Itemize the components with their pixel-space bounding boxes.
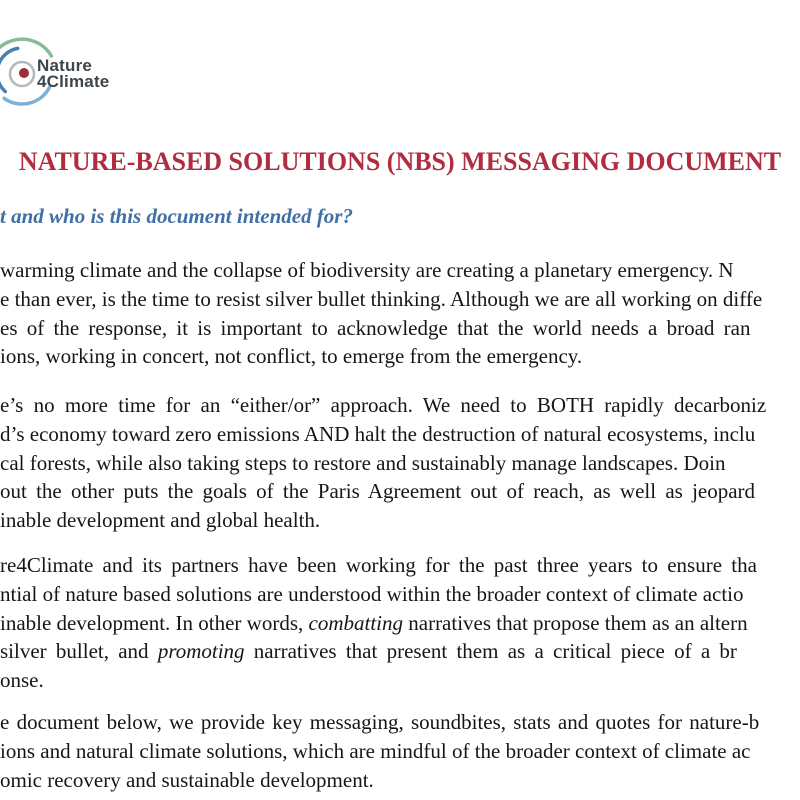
text-line: ions, working in concert, not conflict, to emerge from the emergency. [0, 344, 583, 369]
text-line: ions and natural climate solutions, which are mindful of the broader context of climate ac [0, 738, 751, 763]
text-line: e document below, we provide key messaging, soundbites, stats and quotes for nature-b [0, 710, 760, 734]
text-line: e than ever, is the time to resist silver bullet thinking. Although we are all working on diffe [0, 286, 763, 311]
text-line: re4Climate and its partners have been working for the past three years to ensure tha [0, 553, 757, 577]
text-segment: narratives that propose them as an altern [403, 610, 748, 635]
paragraph-3 [0, 551, 800, 695]
text-line: cal forests, while also taking steps to restore and sustainably manage landscapes. Doin [0, 450, 726, 475]
text-line [0, 609, 800, 638]
text-segment: inable development. In other words, [0, 610, 309, 635]
text-line: omic recovery and sustainable development. [0, 767, 374, 792]
text-line: inable development and global health. [0, 508, 321, 533]
text-line: ntial of nature based solutions are understood within the broader context of climate actio [0, 581, 744, 606]
text-line: e’s no more time for an “either/or” approach. We need to BOTH rapidly decarboniz [0, 393, 767, 417]
text-segment: narratives that present them as a critical piece of a br [244, 639, 737, 664]
paragraph-2 [0, 391, 800, 535]
section-heading: t and who is this document intended for? [0, 204, 353, 228]
text-segment: silver bullet, and [0, 639, 158, 664]
italic-text-segment: promoting [157, 639, 245, 664]
document-title: NATURE-BASED SOLUTIONS (NBS) MESSAGING DOCUMENT [18, 147, 782, 176]
text-line: out the other puts the goals of the Paris Agreement out of reach, as well as jeopard [0, 479, 756, 504]
logo-wordmark-line1: Nature [37, 56, 93, 75]
logo-wordmark [37, 58, 109, 89]
paragraph-4 [0, 708, 800, 794]
text-line: warming climate and the collapse of biodiversity are creating a planetary emergency. N [0, 258, 734, 282]
text-line: es of the response, it is important to acknowledge that the world needs a broad ran [0, 315, 751, 340]
text-line [0, 637, 800, 666]
paragraph-1 [0, 256, 800, 371]
text-line: d’s economy toward zero emissions AND halt the destruction of natural ecosystems, inclu [0, 421, 756, 446]
italic-text-segment: combatting [308, 610, 403, 635]
logo-wordmark-line2: 4Climate [37, 71, 110, 91]
text-line: onse. [0, 668, 44, 693]
